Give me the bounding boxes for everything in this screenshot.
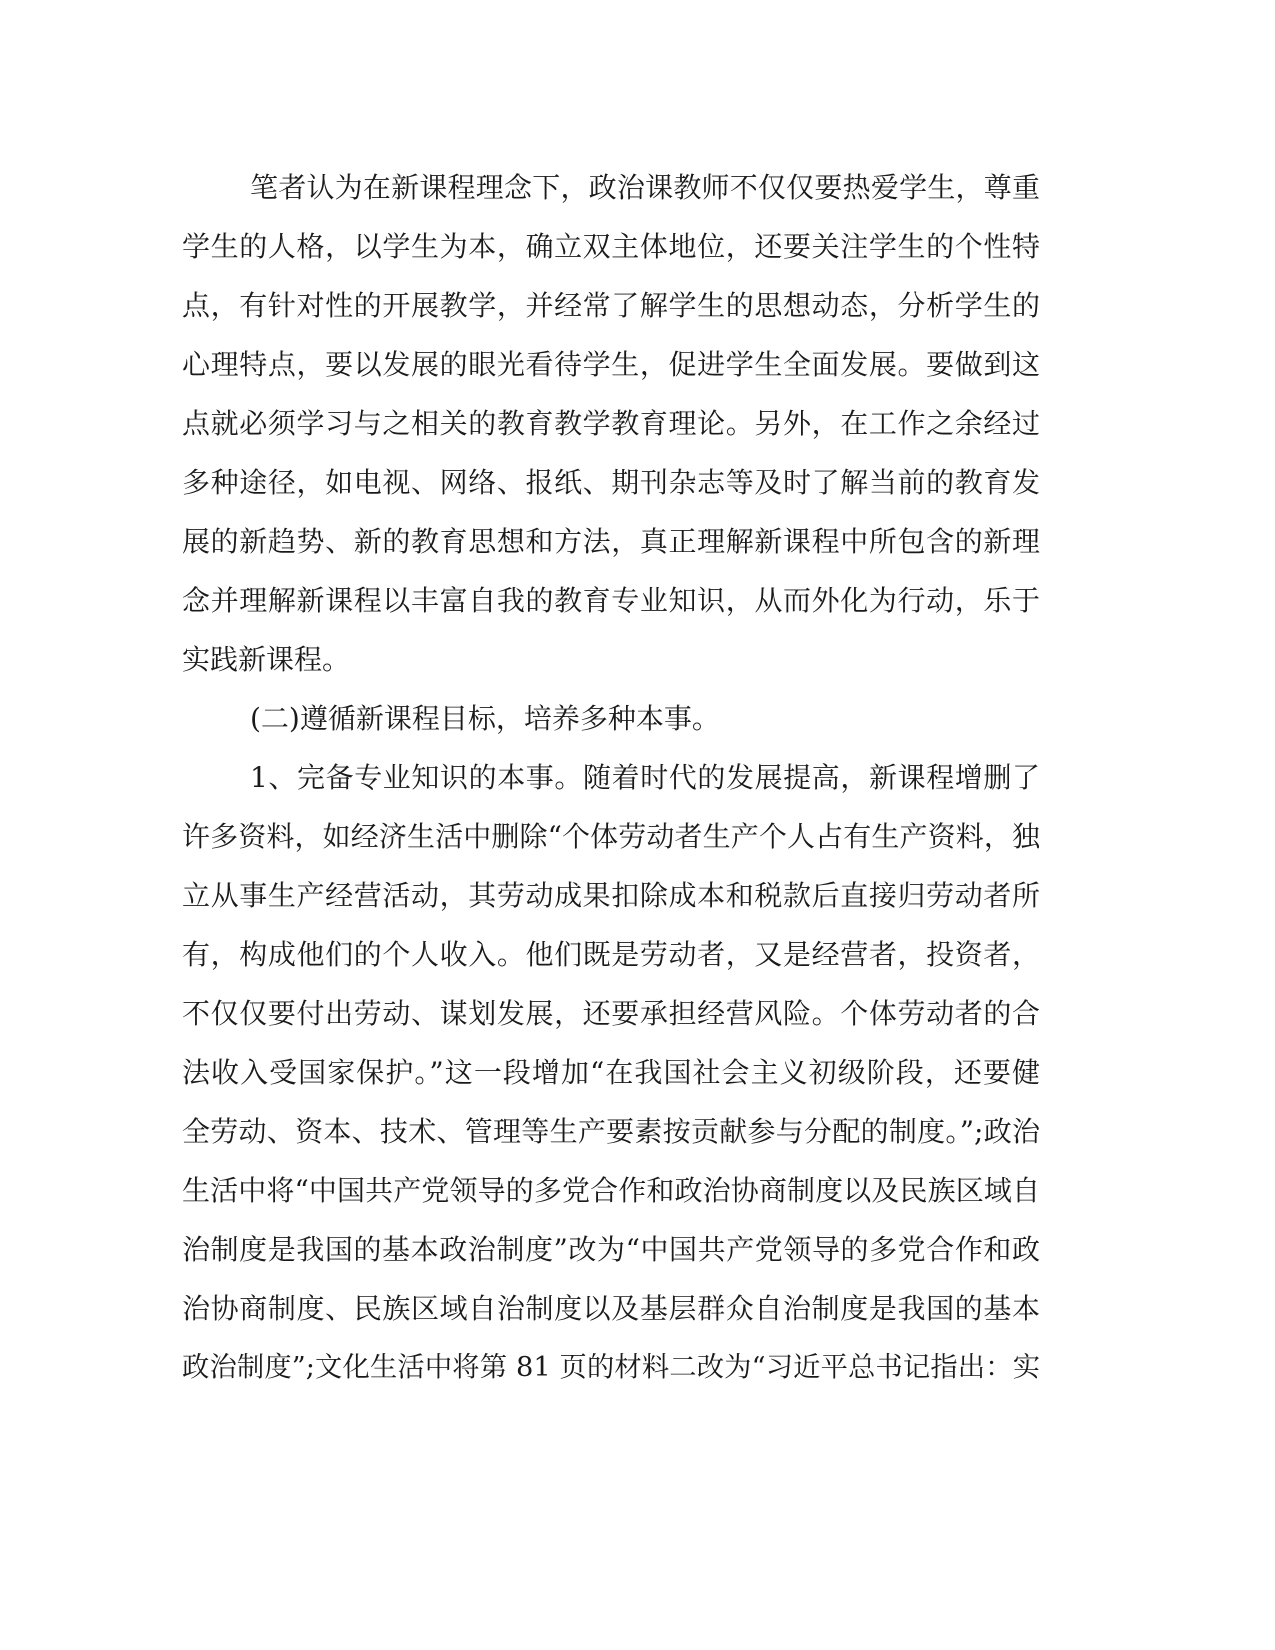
text-line: 点就必须学习与之相关的教育教学教育理论。另外，在工作之余经过 — [182, 407, 1040, 440]
text-line: 1、完备专业知识的本事。随着时代的发展提高，新课程增删了 — [250, 761, 1040, 794]
text-line: 生活中将“中国共产党领导的多党合作和政治协商制度以及民族区域自 — [182, 1174, 1040, 1207]
text-line: 政治制度”;文化生活中将第 81 页的材料二改为“习近平总书记指出：实 — [182, 1352, 1040, 1383]
text-line: 许多资料，如经济生活中删除“个体劳动者生产个人占有生产资料，独 — [182, 820, 1040, 853]
text-line: 治协商制度、民族区域自治制度以及基层群众自治制度是我国的基本 — [182, 1292, 1040, 1325]
text-line: 多种途径，如电视、网络、报纸、期刊杂志等及时了解当前的教育发 — [182, 466, 1040, 499]
text-line: 学生的人格，以学生为本，确立双主体地位，还要关注学生的个性特 — [182, 230, 1040, 263]
text-line: 不仅仅要付出劳动、谋划发展，还要承担经营风险。个体劳动者的合 — [182, 997, 1040, 1030]
text-line: 治制度是我国的基本政治制度”改为“中国共产党领导的多党合作和政 — [182, 1233, 1040, 1266]
text-line: 实践新课程。 — [182, 643, 351, 676]
text-line: 展的新趋势、新的教育思想和方法，真正理解新课程中所包含的新理 — [182, 525, 1040, 558]
section-heading: (二)遵循新课程目标，培养多种本事。 — [250, 702, 720, 735]
text-line: 心理特点，要以发展的眼光看待学生，促进学生全面发展。要做到这 — [182, 348, 1040, 381]
text-line: 有，构成他们的个人收入。他们既是劳动者，又是经营者，投资者， — [182, 938, 1040, 971]
text-line: 念并理解新课程以丰富自我的教育专业知识，从而外化为行动，乐于 — [182, 584, 1040, 617]
text-line: 法收入受国家保护。”这一段增加“在我国社会主义初级阶段，还要健 — [182, 1056, 1040, 1089]
text-line: 全劳动、资本、技术、管理等生产要素按贡献参与分配的制度。”;政治 — [182, 1115, 1040, 1148]
text-line: 点，有针对性的开展教学，并经常了解学生的思想动态，分析学生的 — [182, 289, 1040, 322]
text-line: 笔者认为在新课程理念下，政治课教师不仅仅要热爱学生，尊重 — [250, 171, 1040, 204]
text-line: 立从事生产经营活动，其劳动成果扣除成本和税款后直接归劳动者所 — [182, 879, 1040, 912]
body-text — [182, 158, 1040, 1397]
